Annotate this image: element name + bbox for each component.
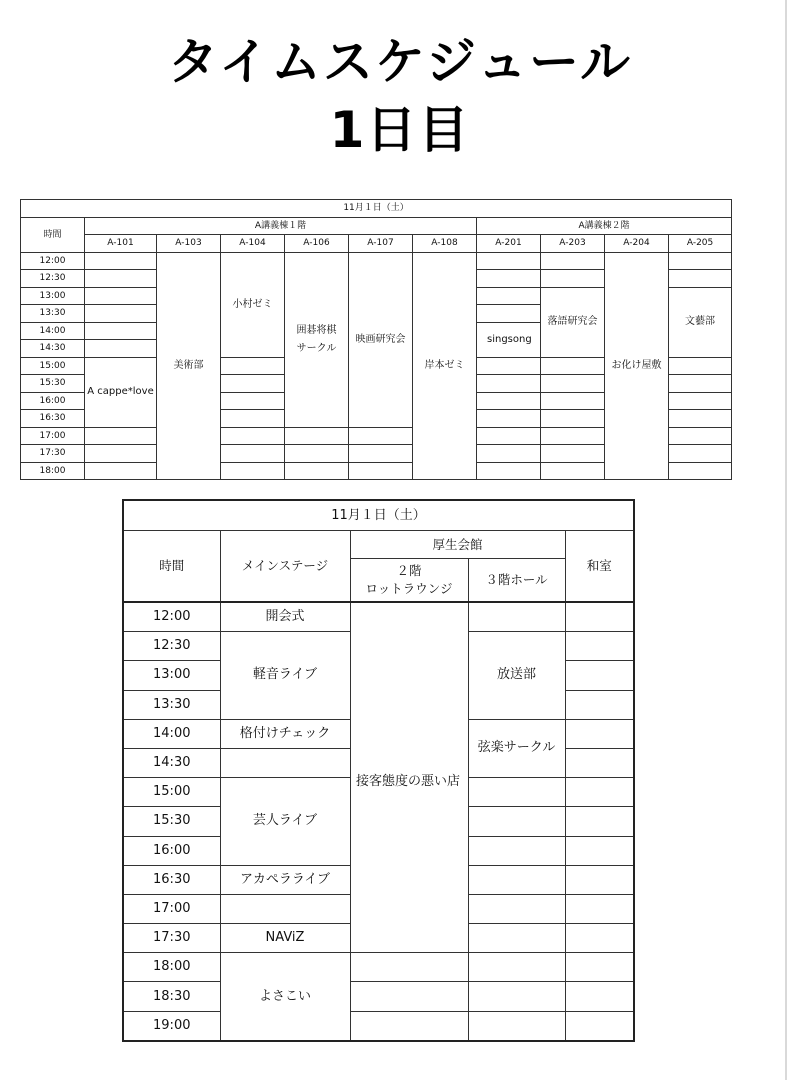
event-a104: 小村ゼミ	[221, 252, 285, 357]
time-cell: 17:30	[123, 924, 220, 953]
building-2f-header: A講義棟２階	[477, 217, 732, 235]
time-cell: 15:00	[21, 357, 85, 375]
time-cell: 14:30	[21, 340, 85, 358]
room-header: A-108	[413, 235, 477, 253]
time-cell: 14:00	[21, 322, 85, 340]
event-a101: A cappe*love	[85, 357, 157, 427]
page-subtitle: 1日目	[329, 101, 471, 159]
room-header: A-103	[157, 235, 221, 253]
event-yosakoi: よさこい	[220, 953, 350, 1041]
time-cell: 17:30	[21, 445, 85, 463]
time-cell: 18:30	[123, 982, 220, 1011]
event-ranking-check: 格付けチェック	[220, 719, 350, 748]
room-header: A-205	[669, 235, 732, 253]
page-edge-line	[785, 0, 787, 1080]
lounge-header-text: ２階 ロットラウンジ	[365, 563, 453, 596]
time-cell: 17:00	[123, 894, 220, 923]
event-lounge-label: 接客態度の悪い店	[355, 774, 460, 789]
time-cell: 15:00	[123, 778, 220, 807]
event-a204: お化け屋敷	[605, 252, 669, 480]
room-header: A-104	[221, 235, 285, 253]
event-a203: 落語研究会	[541, 287, 605, 357]
time-cell: 19:00	[123, 1011, 220, 1041]
page-title: タイムスケジュール	[168, 33, 632, 91]
event-a201: singsong	[477, 322, 541, 357]
time-cell: 13:00	[123, 661, 220, 690]
time-cell: 13:30	[21, 305, 85, 323]
time-cell: 14:00	[123, 719, 220, 748]
time-cell: 16:30	[123, 865, 220, 894]
event-a103: 美術部	[157, 252, 221, 480]
time-cell: 12:30	[123, 632, 220, 661]
hall3-header: ３階ホール	[468, 559, 565, 603]
time-cell: 15:30	[21, 375, 85, 393]
room-header: A-203	[541, 235, 605, 253]
event-acappella-live: アカペラライブ	[220, 865, 350, 894]
event-lounge-top	[350, 602, 468, 778]
room-header: A-106	[285, 235, 349, 253]
event-strings: 弦楽サークル	[468, 719, 565, 777]
time-cell: 16:00	[123, 836, 220, 865]
event-a108: 岸本ゼミ	[413, 252, 477, 480]
event-opening: 開会式	[220, 602, 350, 632]
room-header: A-204	[605, 235, 669, 253]
event-light-music: 軽音ライブ	[220, 632, 350, 720]
stage-date: 11月１日（土）	[123, 500, 634, 531]
event-naviz: NAViZ	[220, 924, 350, 953]
classroom-date: 11月１日（土）	[21, 200, 732, 218]
lounge-header	[350, 559, 468, 603]
stage-time-header: 時間	[123, 531, 220, 603]
building-1f-header: A講義棟１階	[85, 217, 477, 235]
time-cell: 16:00	[21, 392, 85, 410]
main-stage-header: メインステージ	[220, 531, 350, 603]
time-cell: 12:00	[21, 252, 85, 270]
event-comedian-live: 芸人ライブ	[220, 778, 350, 866]
classroom-time-header: 時間	[21, 217, 85, 252]
time-cell: 16:30	[21, 410, 85, 428]
time-cell: 13:30	[123, 690, 220, 719]
time-cell: 13:00	[21, 287, 85, 305]
event-lounge-bottom	[350, 778, 468, 953]
time-cell: 17:00	[21, 427, 85, 445]
event-broadcast: 放送部	[468, 632, 565, 720]
time-cell: 15:30	[123, 807, 220, 836]
room-header: A-107	[349, 235, 413, 253]
washitsu-header: 和室	[565, 531, 634, 603]
room-header: A-101	[85, 235, 157, 253]
time-cell: 14:30	[123, 748, 220, 777]
time-cell: 12:00	[123, 602, 220, 632]
event-a106-text: 囲碁将棋 サークル	[296, 324, 337, 354]
event-a107: 映画研究会	[349, 252, 413, 427]
time-cell: 18:00	[123, 953, 220, 982]
room-header: A-201	[477, 235, 541, 253]
event-a205: 文藝部	[669, 287, 732, 357]
event-a106	[285, 252, 349, 427]
hall-header: 厚生会館	[350, 531, 565, 559]
classroom-schedule-table	[20, 199, 732, 480]
time-cell: 18:00	[21, 462, 85, 480]
time-cell: 12:30	[21, 270, 85, 288]
